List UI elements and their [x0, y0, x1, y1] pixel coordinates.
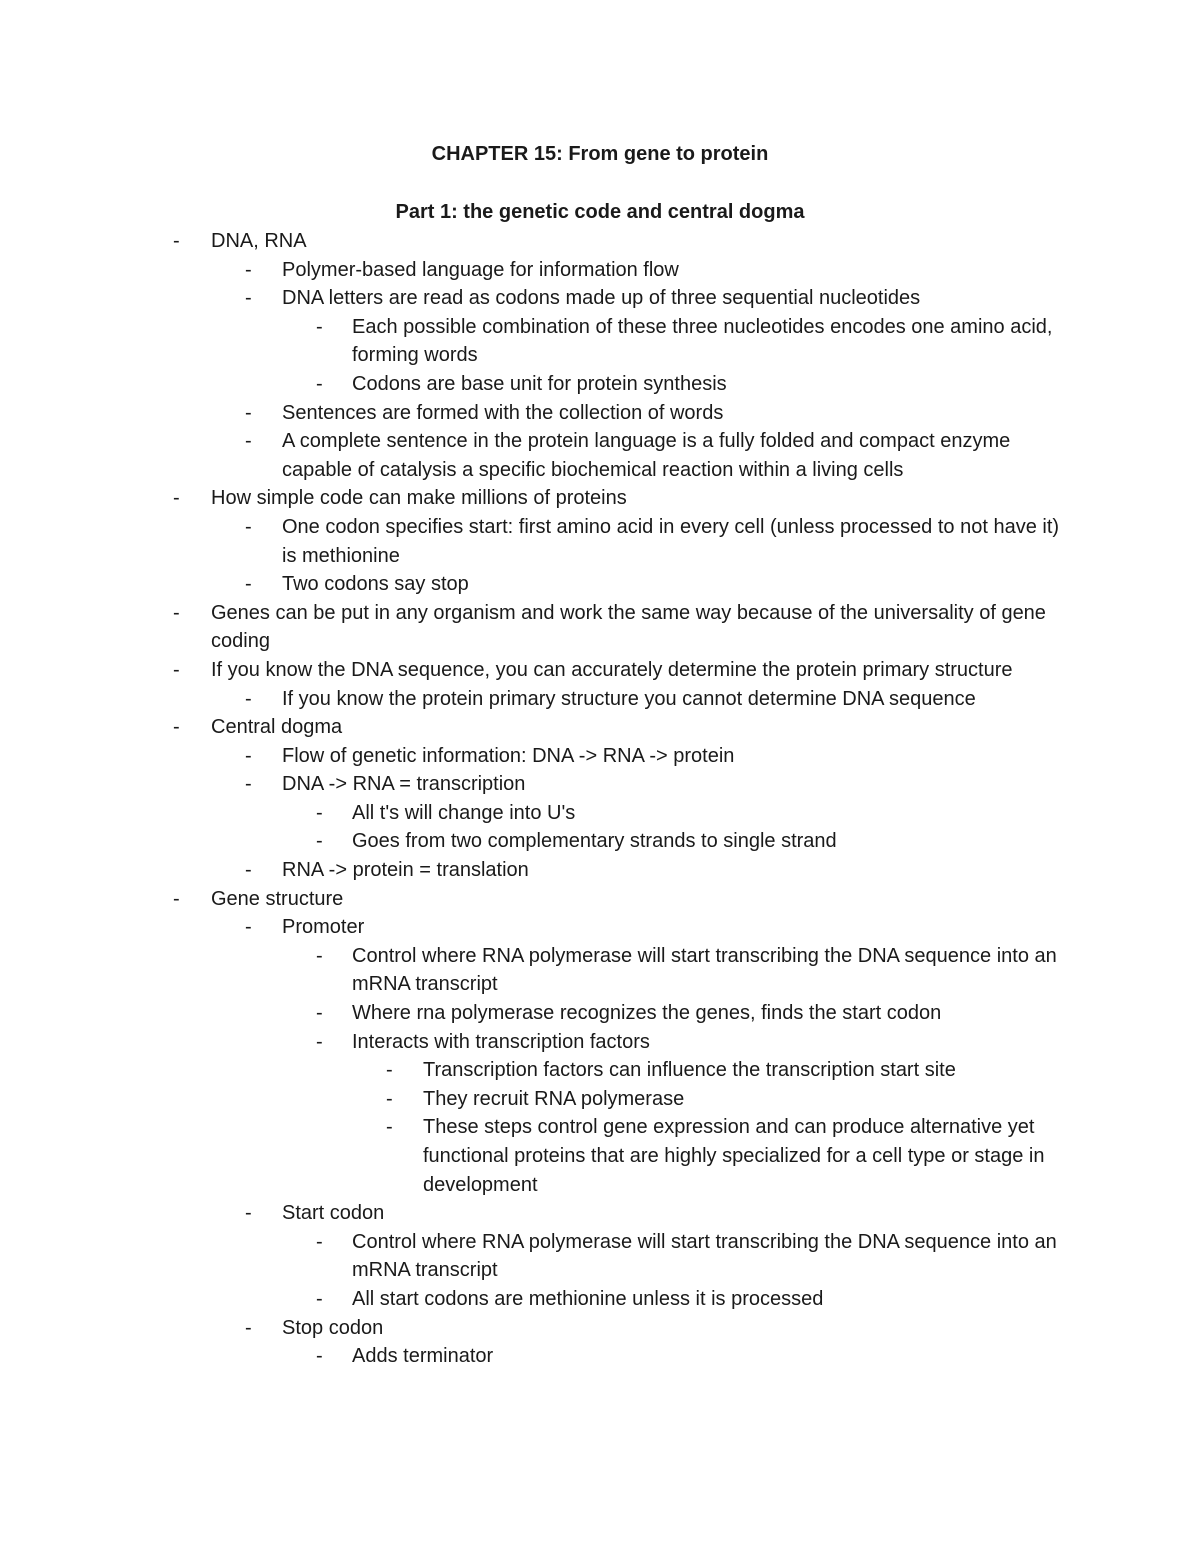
list-item-text: Where rna polymerase recognizes the genes, finds the start codon	[352, 1002, 942, 1025]
bullet-dash: -	[316, 1002, 323, 1025]
bullet-dash: -	[245, 573, 252, 596]
list-item-text: DNA -> RNA = transcription	[282, 773, 526, 796]
list-item-text: Sentences are formed with the collection of words	[282, 401, 724, 424]
bullet-dash: -	[245, 773, 252, 796]
list-item-text: Goes from two complementary strands to single strand	[352, 830, 837, 853]
list-item-text: Genes can be put in any organism and work the same way because of the universality of gene coding	[211, 601, 1046, 653]
list-item-text: Promoter	[282, 916, 365, 939]
list-item-text: Stop codon	[282, 1316, 384, 1339]
list-item-text: Polymer-based language for information flow	[282, 258, 679, 281]
bullet-dash: -	[386, 1059, 393, 1082]
list-item-text: Transcription factors can influence the transcription start site	[423, 1059, 956, 1082]
list-item-text: All t's will change into U's	[352, 801, 576, 824]
chapter-title: CHAPTER 15: From gene to protein	[431, 143, 769, 165]
bullet-dash: -	[386, 1087, 393, 1110]
bullet-dash: -	[316, 1287, 323, 1310]
bullet-dash: -	[245, 258, 252, 281]
list-item	[0, 1085, 1200, 1114]
list-item	[0, 570, 1200, 599]
list-item	[0, 856, 1200, 885]
list-item-text: These steps control gene expression and can produce alternative yet functional proteins that are highly specialized for a cell type or stage in development	[423, 1116, 1045, 1196]
list-item	[0, 885, 1200, 914]
list-item-text: RNA -> protein = translation	[282, 859, 529, 882]
list-item	[0, 656, 1200, 685]
list-item-text: Adds terminator	[352, 1345, 494, 1368]
bullet-outline	[0, 227, 1200, 1371]
bullet-dash: -	[316, 1345, 323, 1368]
list-item	[0, 999, 1200, 1028]
list-item-text: DNA, RNA	[211, 230, 307, 252]
list-item-text: They recruit RNA polymerase	[423, 1087, 685, 1110]
list-item-text: A complete sentence in the protein language is a fully folded and compact enzyme capable of catalysis a specific biochemical reaction within a living cells	[282, 430, 1011, 481]
bullet-dash: -	[245, 430, 252, 453]
list-item	[0, 799, 1200, 828]
list-item	[0, 1314, 1200, 1343]
list-item-text: Control where RNA polymerase will start transcribing the DNA sequence into an mRNA transcript	[352, 1230, 1057, 1282]
list-item-text: Two codons say stop	[282, 573, 469, 596]
list-item	[0, 484, 1200, 513]
list-item-text: Interacts with transcription factors	[352, 1030, 650, 1053]
list-item-text: Flow of genetic information: DNA -> RNA -> protein	[282, 744, 735, 767]
bullet-dash: -	[245, 401, 252, 424]
list-item-text: DNA letters are read as codons made up of three sequential nucleotides	[282, 287, 921, 310]
list-item	[0, 827, 1200, 856]
list-item-text: How simple code can make millions of proteins	[211, 487, 627, 510]
list-item	[0, 1285, 1200, 1314]
bullet-dash: -	[173, 601, 180, 624]
bullet-dash: -	[316, 315, 323, 338]
bullet-dash: -	[316, 801, 323, 824]
bullet-dash: -	[386, 1116, 393, 1139]
bullet-dash: -	[316, 830, 323, 853]
bullet-dash: -	[316, 1230, 323, 1253]
list-item	[0, 713, 1200, 742]
list-item	[0, 1342, 1200, 1371]
list-item	[0, 399, 1200, 428]
list-item	[0, 1228, 1200, 1285]
list-item-text: If you know the DNA sequence, you can accurately determine the protein primary structure	[211, 658, 1013, 681]
bullet-dash: -	[245, 687, 252, 710]
bullet-dash: -	[316, 944, 323, 967]
list-item-text: Central dogma	[211, 716, 343, 739]
list-item-text: All start codons are methionine unless it is processed	[352, 1287, 824, 1310]
bullet-dash: -	[245, 859, 252, 882]
list-item	[0, 256, 1200, 285]
bullet-dash: -	[173, 716, 180, 739]
bullet-dash: -	[245, 916, 252, 939]
list-item	[0, 227, 1200, 256]
list-item-text: Control where RNA polymerase will start transcribing the DNA sequence into an mRNA transcript	[352, 944, 1057, 996]
list-item-text: Start codon	[282, 1202, 385, 1225]
bullet-dash: -	[245, 1202, 252, 1225]
bullet-dash: -	[245, 287, 252, 310]
list-item	[0, 742, 1200, 771]
part-title: Part 1: the genetic code and central dogma	[395, 201, 805, 223]
list-item	[0, 313, 1200, 370]
list-item	[0, 370, 1200, 399]
list-item	[0, 1199, 1200, 1228]
list-item	[0, 599, 1200, 656]
list-item	[0, 284, 1200, 313]
list-item	[0, 513, 1200, 570]
bullet-dash: -	[173, 887, 180, 910]
bullet-dash: -	[173, 658, 180, 681]
list-item	[0, 1028, 1200, 1057]
bullet-dash: -	[316, 1030, 323, 1053]
bullet-dash: -	[245, 515, 252, 538]
list-item	[0, 427, 1200, 484]
list-item-text: One codon specifies start: first amino acid in every cell (unless processed to not have it) is methionine	[282, 515, 1060, 567]
list-item-text: Codons are base unit for protein synthesis	[352, 372, 727, 395]
bullet-dash: -	[173, 487, 180, 510]
bullet-dash: -	[173, 230, 180, 252]
list-item	[0, 913, 1200, 942]
list-item	[0, 942, 1200, 999]
list-item	[0, 770, 1200, 799]
list-item-text: Gene structure	[211, 887, 344, 910]
bullet-dash: -	[245, 1316, 252, 1339]
list-item	[0, 685, 1200, 714]
bullet-dash: -	[245, 744, 252, 767]
list-item	[0, 1056, 1200, 1085]
list-item-text: If you know the protein primary structure you cannot determine DNA sequence	[282, 687, 976, 710]
list-item-text: Each possible combination of these three nucleotides encodes one amino acid, forming words	[352, 315, 1053, 367]
bullet-dash: -	[316, 372, 323, 395]
list-item	[0, 1113, 1200, 1199]
